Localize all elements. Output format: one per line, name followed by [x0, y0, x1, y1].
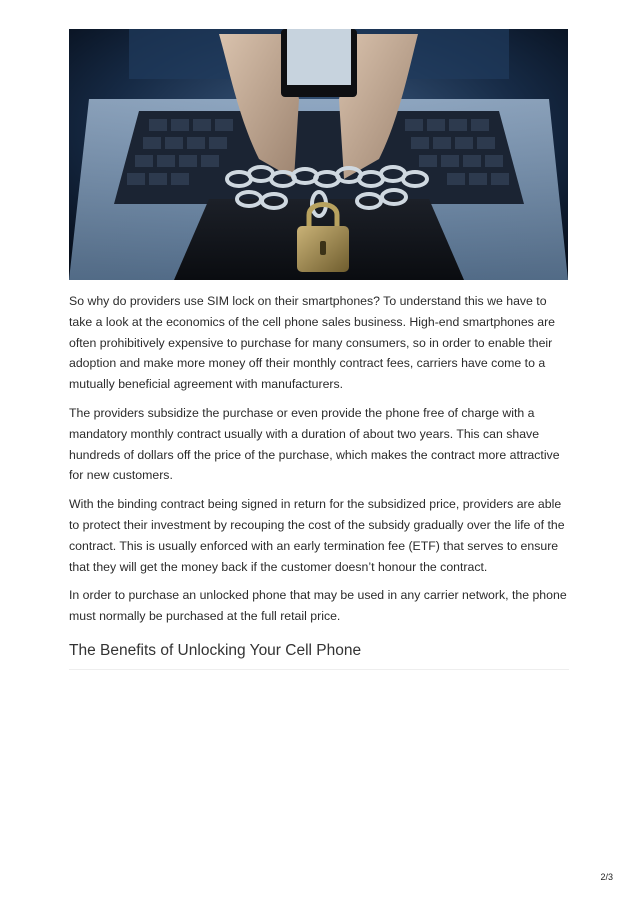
paragraph: The providers subsidize the purchase or even provide the phone free of charge with a mandatory monthly contract usually with a duration of about two years. This can shave hundreds of dollars off the price of the purchase, which makes the contract more attractive for new customers.: [69, 405, 560, 483]
section-heading: The Benefits of Unlocking Your Cell Phone: [69, 641, 569, 670]
article-body: [69, 291, 569, 670]
paragraph: So why do providers use SIM lock on their smartphones? To understand this we have to take a look at the economics of the cell phone sales business. High-end smartphones are often prohibitively expensive to purchase for many consumers, so in order to enable their adoption and make more money off their monthly contract fees, carriers have come to a mutually beneficial agreement with manufacturers.: [69, 294, 556, 392]
paragraph: In order to purchase an unlocked phone that may be used in any carrier network, the phone must normally be purchased at the full retail price.: [69, 588, 567, 624]
hero-image: [69, 29, 568, 280]
page-number: 2/3: [600, 872, 613, 882]
paragraph: With the binding contract being signed in return for the subsidized price, providers are able to protect their investment by recouping the cost of the subsidy gradually over the life of the contract. This is usually enforced with an early termination fee (ETF) that serves to ensure that they will get the money back if the customer doesn’t honour the contract.: [69, 497, 565, 574]
hero-illustration: [69, 29, 568, 280]
